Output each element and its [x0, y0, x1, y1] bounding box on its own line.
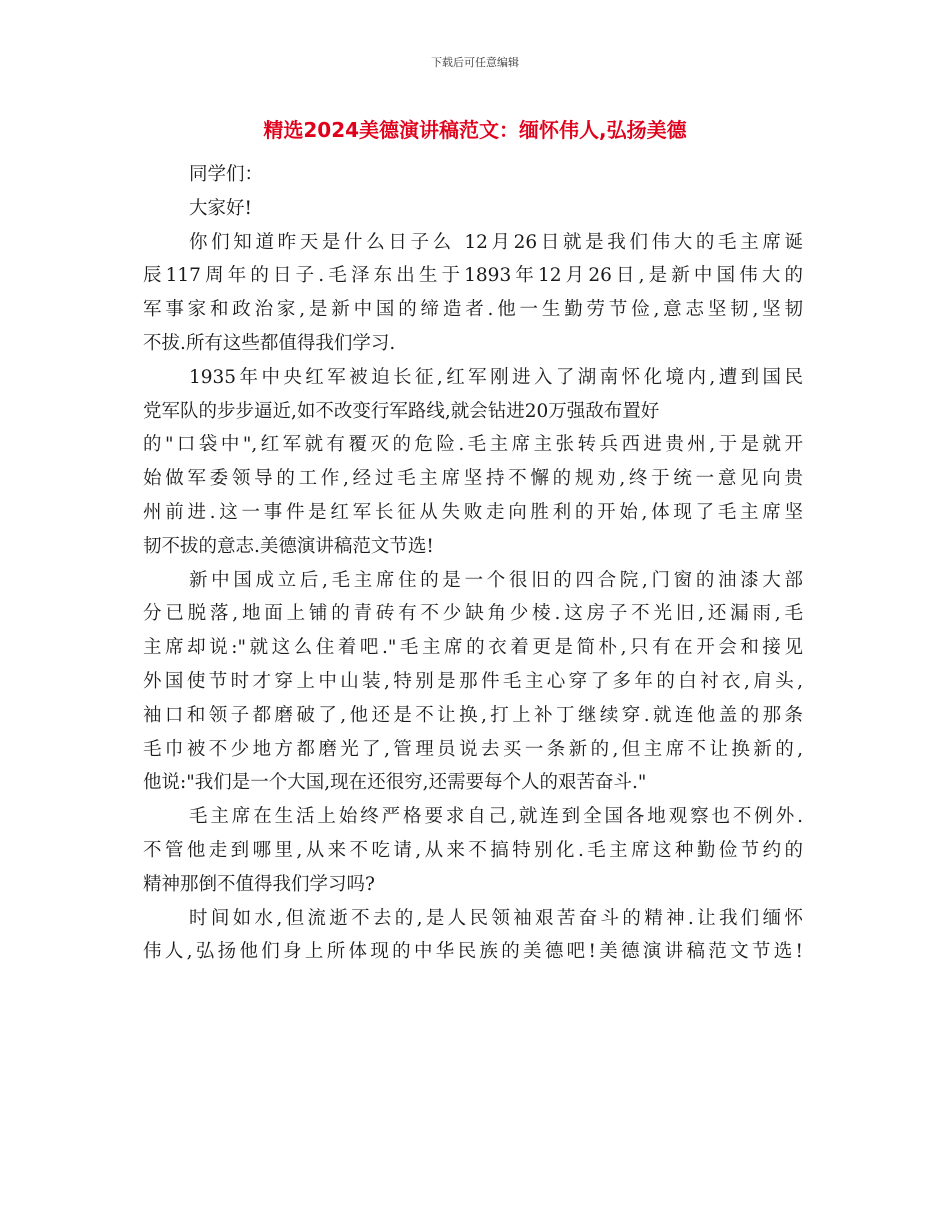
document-body: [143, 158, 803, 969]
body-line: 不拔.所有这些都值得我们学习.: [143, 332, 396, 354]
body-line: 外国使节时才穿上中山装,特别是那件毛主心穿了多年的白衬衣,肩头,: [143, 670, 803, 692]
body-line: 伟人,弘扬他们身上所体现的中华民族的美德吧!美德演讲稿范文节选!: [143, 941, 803, 963]
body-line: 1935年中央红军被迫长征,红军刚进入了湖南怀化境内,遭到国民: [189, 366, 803, 388]
body-line: 党军队的步步逼近,如不改变行军路线,就会钻进20万强敌布置好: [143, 400, 660, 422]
body-line: 军事家和政治家,是新中国的缔造者.他一生勤劳节俭,意志坚韧,坚韧: [143, 299, 803, 321]
body-line: 韧不拔的意志.美德演讲稿范文节选!: [143, 535, 434, 557]
body-line: 的"口袋中",红军就有覆灭的危险.毛主席主张转兵西进贵州,于是就开: [143, 434, 803, 456]
body-line: 辰117周年的日子.毛泽东出生于1893年12月26日,是新中国伟大的: [143, 265, 803, 287]
body-line: 他说:"我们是一个大国,现在还很穷,还需要每个人的艰苦奋斗.": [143, 772, 647, 794]
body-line: 主席却说:"就这么住着吧."毛主席的衣着更是简朴,只有在开会和接见: [143, 637, 803, 659]
document-title: 精选2024美德演讲稿范文：缅怀伟人,弘扬美德: [263, 118, 687, 142]
body-line: 大家好!: [189, 197, 252, 219]
body-line: 州前进.这一事件是红军长征从失败走向胜利的开始,体现了毛主席坚: [143, 501, 803, 523]
page-header-note: 下载后可任意编辑: [431, 56, 519, 69]
body-line: 你们知道昨天是什么日子么 12月26日就是我们伟大的毛主席诞: [189, 231, 803, 253]
body-line: 新中国成立后,毛主席住的是一个很旧的四合院,门窗的油漆大部: [189, 569, 803, 591]
body-line: 始做军委领导的工作,经过毛主席坚持不懈的规劝,终于统一意见向贵: [143, 468, 803, 490]
body-line: 毛主席在生活上始终严格要求自己,就连到全国各地观察也不例外.: [189, 806, 803, 828]
body-line: 同学们：: [189, 164, 264, 185]
body-line: 毛巾被不少地方都磨光了,管理员说去买一条新的,但主席不让换新的,: [143, 738, 803, 760]
body-line: 不管他走到哪里,从来不吃请,从来不搞特别化.毛主席这种勤俭节约的: [143, 839, 803, 861]
body-line: 袖口和领子都磨破了,他还是不让换,打上补丁继续穿.就连他盖的那条: [143, 704, 803, 726]
body-line: 分已脱落,地面上铺的青砖有不少缺角少棱.这房子不光旧,还漏雨,毛: [143, 603, 803, 625]
body-line: 精神那倒不值得我们学习吗?: [143, 873, 375, 895]
body-line: 时间如水,但流逝不去的,是人民领袖艰苦奋斗的精神.让我们缅怀: [189, 907, 803, 929]
